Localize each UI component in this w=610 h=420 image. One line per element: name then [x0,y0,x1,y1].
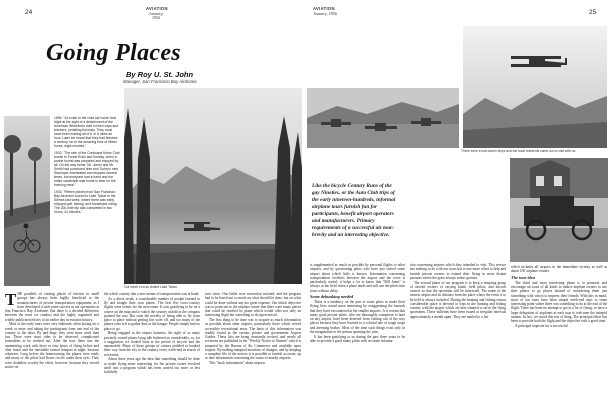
parked-planes-photo-icon [307,88,459,148]
left-header-date: January, 1956 [148,10,164,21]
left-col3-para-1: ever since. Our fields were somewhat isolated, and the program had to be based not so much on what should be done, but on what could be done without any too great expense. Our initial objective was to point out to the airplane owner that there were many places that could be reached by plane which would offer not only an interesting flight but something to do upon arrival. [205,292,301,318]
left-col1-para-1: HE parallels of visiting places of interest in small groups has always been highly beneficial to the manufacturers of private transportation equipment, as I have developed it with some success in our operations at San Francisco Bay Airdrome. But there is a decided difference between the tours we conduct and the highly organized and widely publicized efforts of an earlier day in aviation history. [5,292,99,322]
right-col2-para-2: The second phase of our program is to keep a tempting group of aircraft owners of varying kinds, field pilots, and aircraft owners so that the operation will be interested. The name of the nearest airport and its distance from the place where the event is to be held is always included. During the hunting and fishing season considerable space is devoted to trips in the hunting and fishing country with the airport which are best situated to serve the flying sportsmen. These bulletins have been issued at irregular intervals approximately a month apart. They are mailed to a list [410,280,506,319]
left-col3-para-3: This "book information" about airports [209,361,266,365]
left-col2-para-4: About three years ago the idea that something should be done to make flying more interesting for the private owner resolved itself into a program which has been carried out more or less faithfully [104,357,200,374]
cyclists-photo [4,116,50,286]
right-header-mag: AVIATION [313,6,335,11]
quote-1903: 1903. "The rate of the Corsicana Motor Club tourist to Forest Rock last Sunday, when a prairie tourist was prepared and enjoyed by all. On the way home, Mr. Jones and Mr. Smith had punctured tires and Turley's new Stanhope overheated and stopped several times, but everyone had a hand and the entire cavalcade was home in time for the evening meal." [54,151,120,187]
right-col2-para-1: tion concerning airports which they intended to visit. This service has nothing to do with our tours but is one more effort to help and furnish private owners to extend their flying to more distant pastures where the grass always seems greener. [410,263,506,280]
article-title: Going Places [46,40,181,66]
author-title: Manager, San Francisco Bay Airdrome [123,79,197,84]
right-col3b-para-1: The third and most interesting phase is to promote and encourage air tours of all kinds to induce airplane owners to use their planes to go places instead of considering them just something with which to impress their friends. With this in mind, most of our tours have been simple week-end trips to some interesting point where there was something to do at the end of the flight. There has been no attempt to get in a lot of flying, or have a large delegation of airplanes at each stop to welcome the intrepid airmen. In fact, we avoid this sort of thing. The principal effort has been to provide both the flight and the objective with a good time. [511,280,607,323]
right-col1-para-1: is supplemented as much as possible by personal flights to other airports, and by questioning pilots who have just visited some airport about which little is known. Information concerning transportation facilities between the airport and the town is particularly useful; it helps a lot to know that "Bill Jones" is always at the field when a plane lands and will run the pilots into town without delay. [310,263,405,293]
biplane-photo-icon [463,26,607,148]
right-page-number: 25 [589,9,597,16]
right-body-col-2 [410,263,506,418]
planes-photo-caption: There were a half-dozen ships and the local residents came out to visit with us. [461,149,577,153]
vintage-car-photo-icon [510,158,608,262]
pull-quote: Like the bicycle Century Runs of the gay Nineties, or the Auto Club trips of the early nineteen-hundreds, informal airplane tours furnish fun for participants, benefit airport operators and manufacturers. Primary requirements of a successful air tour: brevity and an interesting objective. [312,183,396,238]
lake-photo [124,88,302,284]
right-col3b-para-2: A principal requisite for a successful [515,323,568,328]
vintage-car-photo [510,158,608,262]
subhead-tour-idea: The tour idea [511,274,535,280]
right-page [305,0,610,420]
lake-photo-caption: Our week end as visited Lake Tahoe. [124,285,179,289]
left-col2-para-3: Being engaged in the airport business, the sight of so many privately owned planes lying idle bothered us considerably, so, for a suggestion, we looked back at the period of bicycle and the automobile. Many of these groups of owners pedaled or honked their way from the city to the country every week-end in search of recreation. [104,331,200,357]
left-header-mag: AVIATION [146,6,168,11]
left-col2-para-2: As a direct result, a considerable number of people learned to fly and bought their own planes. The first few cross-country flights were events for the newcomer. It was gratifying to be on a course on the map and to watch the country unfold as the compass pointed the way. But soon the novelty of being able to fly from place to place without getting lost wore off, and too many of the planes were left to gather dust in the hangar. People simply had no place to go. [104,296,200,331]
right-running-header [313,7,337,16]
parked-planes-photo [307,88,459,148]
quote-1933: 1933. "Fifteen planes from San Francisco Bay Airdrome toured to Lake Tahoe in the Sierras last week, where there was early enjoyed golf, fishing, and horseback riding. The 200-mile trip was completed in two hours, 24 minutes." [54,190,118,214]
left-col2-para-1: the whole country that a new means of transportation was at hand. [104,292,200,296]
right-body-col-1 [310,263,405,418]
left-col3-para-2: The first thing to be done was to acquire as much information as possible about other airports, particularly those which served accessible recreational areas. The basis of this information was readily found in the various private and government Airport Guides. These lists are being constantly revised, and nearly all revisions are published in the "Weekly Notice to Airmen" which is prepared by the Bureau of Air Commerce and available upon request. By making marginal notations of changes, and by keeping a complete file of the notices it is possible to furnish accurate, up to date information concerning the status of nearby airports. [205,318,301,361]
subhead-debunking: Some debunking needed [310,293,354,299]
right-col3-para-1: which includes all airports in the immediate vicinity as well as about 100 airplane owners. [511,265,607,274]
historical-quotes [54,116,120,284]
drop-cap: T [5,292,17,309]
right-col1b-para-1: There is a tendency on the part of some pilots to make their flying lives sound more interesting by exaggerating the hazards that they have encountered at the smaller airports. It is certain that many good private pilots, who are thoroughly competent to land on any airport, have been deterred from visiting out of the way places because they have listened to a colorful tale of rough strips and arresting brakes. Most of the time such things exist only in the imagination of the person spinning the yarn. [310,300,405,334]
left-body-col-1 [5,292,99,418]
left-running-header [146,7,166,21]
quote-1896: 1896. "At a rate to the road car horse took fright at the sight of a detachment of the American Wheelmen clad in linen caps and knickers, pedalling furiously. They must have been making all of 6 or 8 miles an hour. Later we heard that they had finished a century run in the amazing time of fifteen hours, eight minutes." [54,116,119,148]
right-col1b-para-2: It has been gratifying to us during the past three years to be able to provide a good many pilots with accurate informa- [310,334,405,343]
left-col1-para-2: Most of the early tours were very elaborate, often lasting for a week or more and taking the participants from one end of the country to the other. By and large, they were more work than fun. There were stunt rides to be observed, complicated formalities to be worked out. After the tour, there was the unremitting work with three or four hours of flying before and after lunch and the inevitable formal banquet at night, because whatever. Long before the homecoming the planes were ready and many of the pilots had flown circles under their eyes. They were doubtless worthy the effort, however, because they served notice on [5,322,99,369]
left-body-col-2 [104,292,200,418]
left-body-col-3 [205,292,301,418]
biplane-sky-photo [463,26,607,148]
right-body-col-3 [511,265,607,418]
right-header-date: January, 1956 [313,10,337,16]
lake-photo-icon [124,88,302,284]
article-byline: By Roy U. St. John [126,70,194,79]
left-page-number: 24 [25,9,33,16]
